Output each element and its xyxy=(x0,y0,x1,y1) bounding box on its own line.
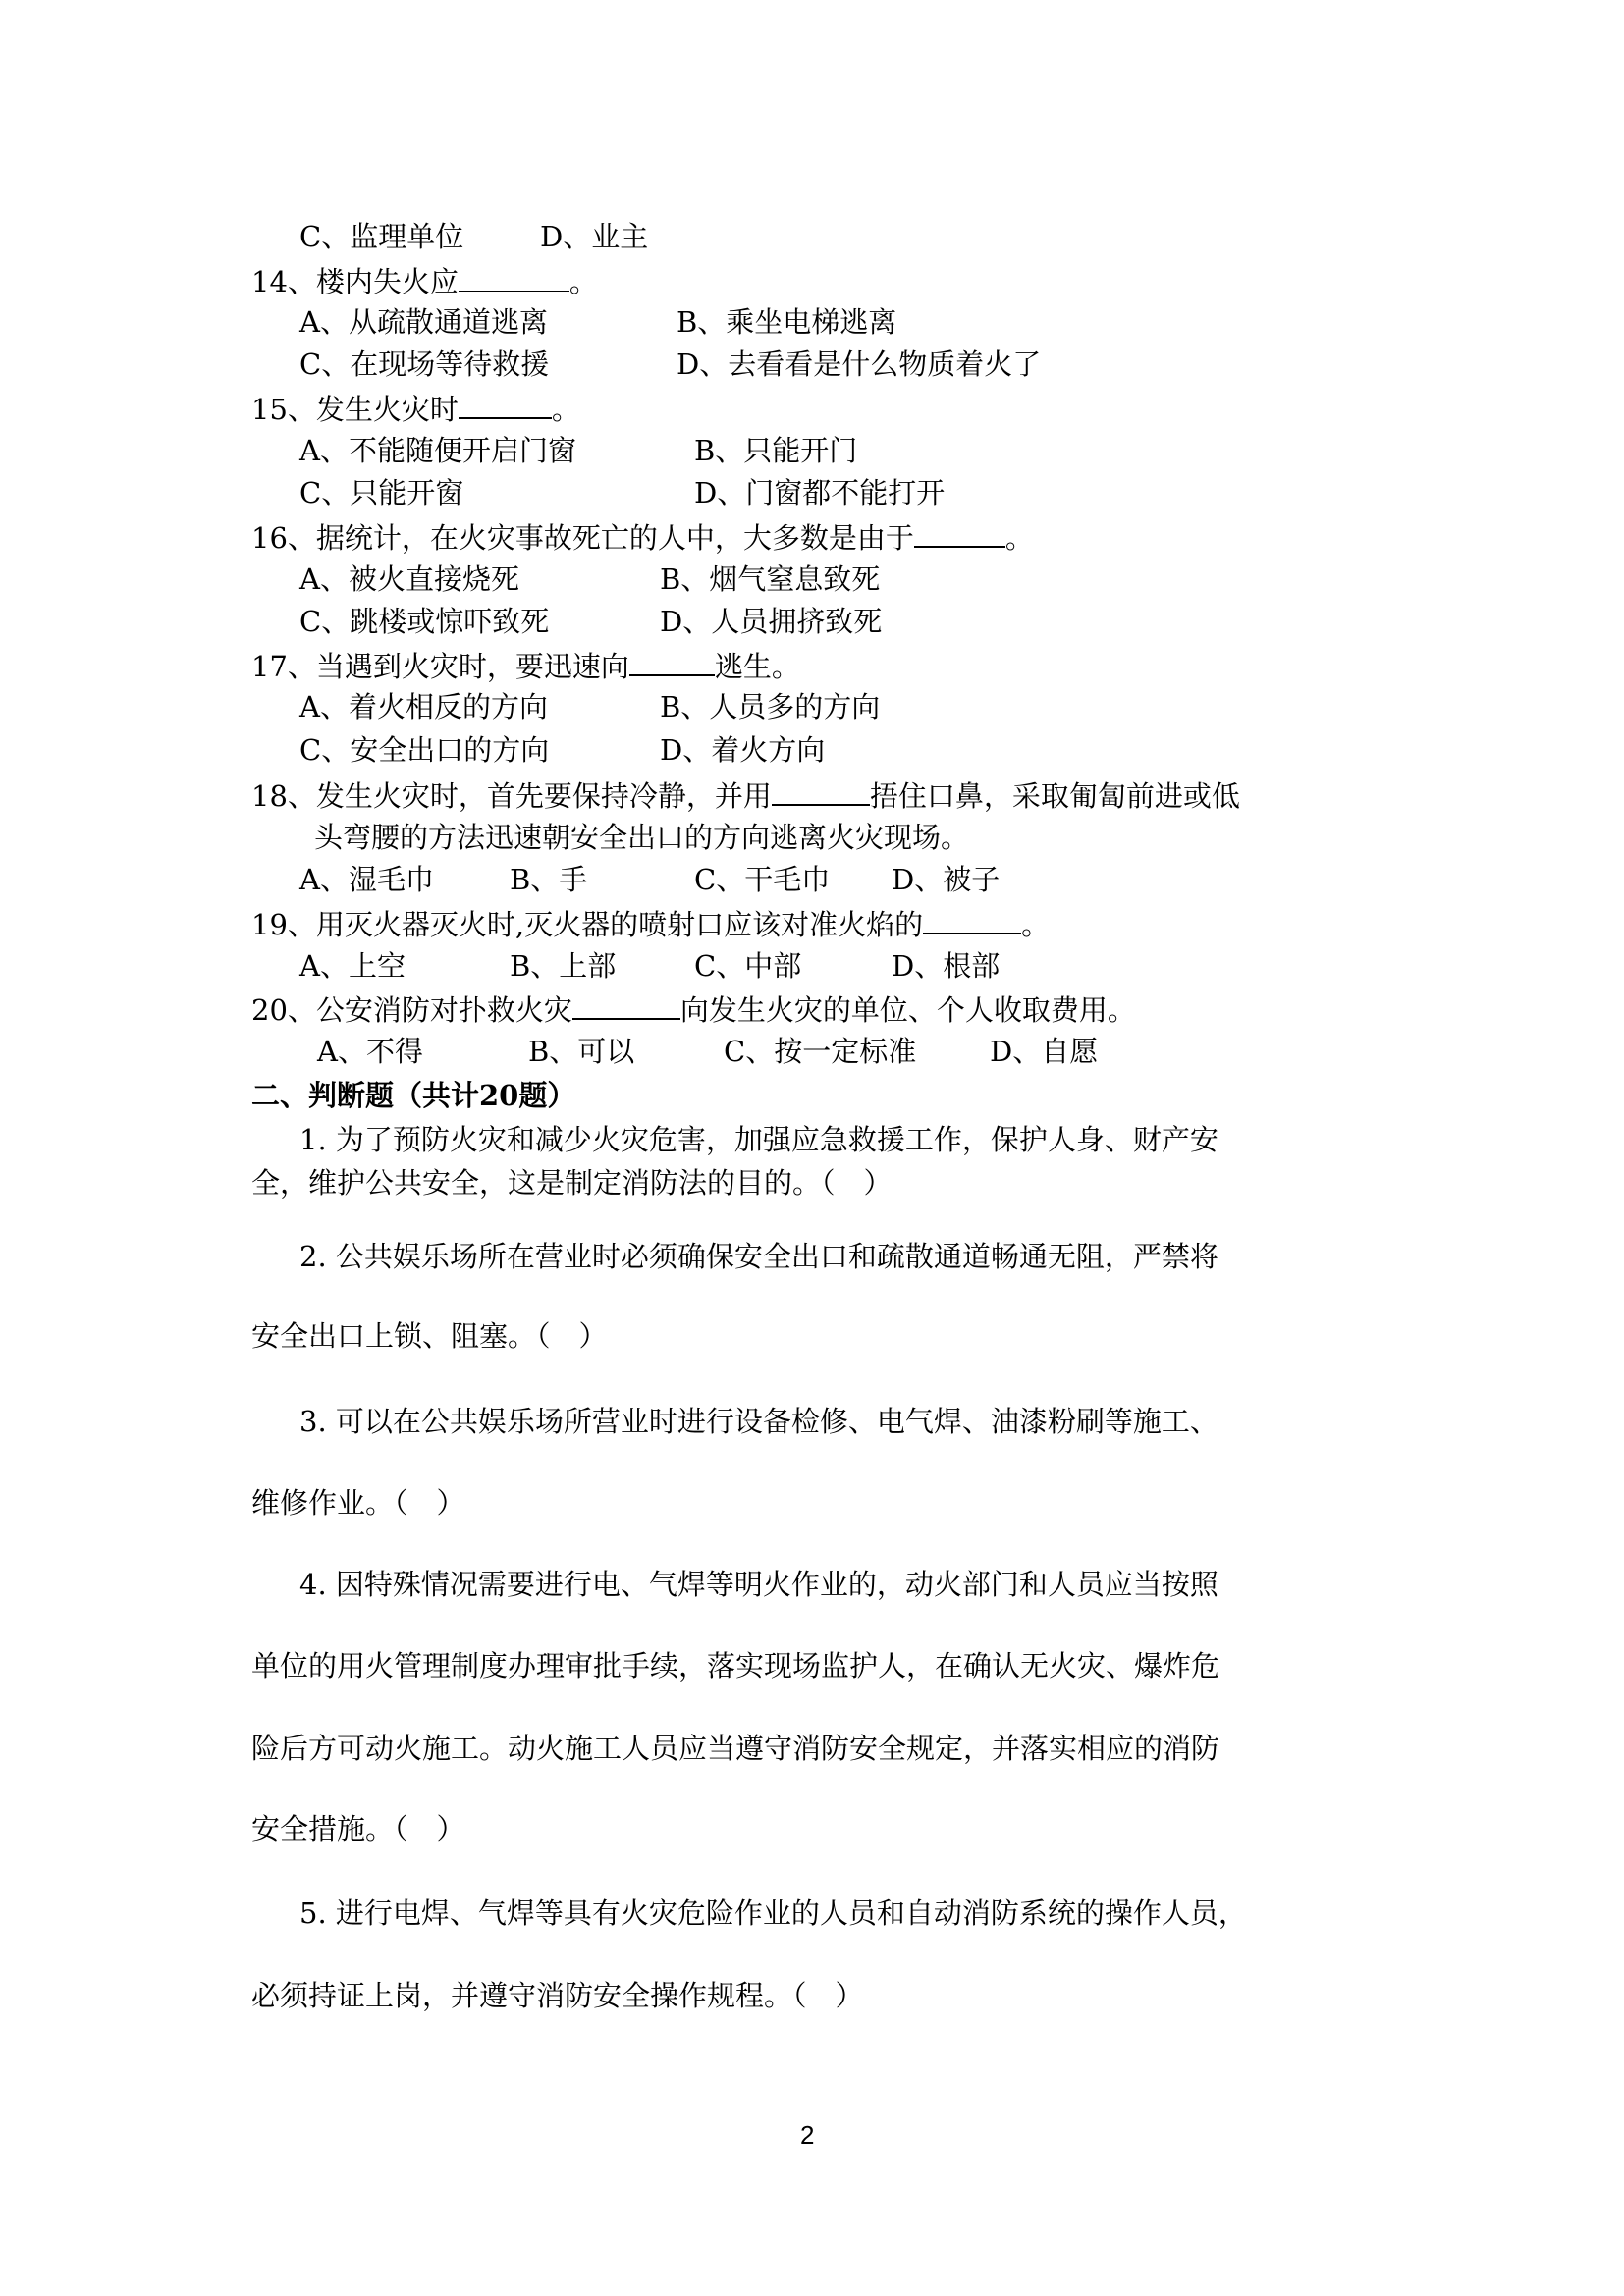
q17-option-c: C、安全出口的方向 xyxy=(299,733,550,767)
q18-option-a: A、湿毛巾 xyxy=(299,863,434,896)
q15-option-c: C、只能开窗 xyxy=(299,476,464,509)
question-14 xyxy=(251,261,598,300)
q14-option-a: A、从疏散通道逃离 xyxy=(299,305,548,339)
question-stem: 20、公安消防对扑救火灾 xyxy=(251,993,572,1027)
question-stem: 19、用灭火器灭火时,灭火器的喷射口应该对准火焰的 xyxy=(251,908,924,941)
q17-option-a: A、着火相反的方向 xyxy=(299,690,548,723)
q16-option-b: B、烟气窒息致死 xyxy=(660,562,881,596)
q18-option-d: D、被子 xyxy=(892,863,1001,896)
judgment-1-line-1: 1. 为了预防火灾和减少火灾危害，加强应急救援工作，保护人身、财产安 xyxy=(299,1123,1218,1156)
question-stem: 18、发生火灾时，首先要保持冷静，并用 xyxy=(251,779,772,813)
q20-option-b: B、可以 xyxy=(528,1035,635,1068)
judgment-2-line-1: 2. 公共娱乐场所在营业时必须确保安全出口和疏散通道畅通无阻，严禁将 xyxy=(299,1240,1218,1273)
judgment-2-line-2: 安全出口上锁、阻塞。（ ） xyxy=(251,1319,608,1353)
question-stem: 15、发生火灾时 xyxy=(251,393,459,426)
question-stem-end: 逃生。 xyxy=(714,650,800,683)
q14-option-c: C、在现场等待救援 xyxy=(299,347,550,381)
q13-option-d: D、业主 xyxy=(540,220,649,253)
q17-option-b: B、人员多的方向 xyxy=(660,690,881,723)
question-stem: 14、楼内失火应 xyxy=(251,265,459,298)
question-stem-end: 向发生火灾的单位、个人收取费用。 xyxy=(679,993,1136,1027)
q19-option-d: D、根部 xyxy=(892,949,1001,983)
question-17 xyxy=(251,645,800,684)
judgment-4-line-1: 4. 因特殊情况需要进行电、气焊等明火作业的，动火部门和人员应当按照 xyxy=(299,1568,1218,1601)
question-stem-end: 捂住口鼻，采取匍匐前进或低 xyxy=(869,779,1240,813)
q20-option-d: D、自愿 xyxy=(990,1035,1099,1068)
q13-option-c: C、监理单位 xyxy=(299,220,464,253)
page-number: 2 xyxy=(800,2120,815,2150)
q14-option-d: D、去看看是什么物质着火了 xyxy=(677,347,1042,381)
judgment-1-line-2: 全，维护公共安全，这是制定消防法的目的。（ ） xyxy=(251,1166,893,1200)
answer-blank xyxy=(772,774,870,806)
question-16 xyxy=(251,516,1034,556)
q16-option-c: C、跳楼或惊吓致死 xyxy=(299,605,550,638)
question-18 xyxy=(251,774,1240,814)
q18-option-b: B、手 xyxy=(510,863,588,896)
q19-option-b: B、上部 xyxy=(510,949,617,983)
question-15 xyxy=(251,388,580,427)
answer-blank xyxy=(914,516,1005,548)
q20-option-c: C、按一定标准 xyxy=(724,1035,917,1068)
question-stem-end: 。 xyxy=(568,265,598,298)
q19-option-c: C、中部 xyxy=(694,949,802,983)
judgment-4-line-3: 险后方可动火施工。动火施工人员应当遵守消防安全规定，并落实相应的消防 xyxy=(251,1732,1220,1765)
q16-option-d: D、人员拥挤致死 xyxy=(660,605,883,638)
question-stem: 16、据统计，在火灾事故死亡的人中，大多数是由于 xyxy=(251,521,914,555)
question-stem-end: 。 xyxy=(1021,908,1051,941)
question-18-continuation: 头弯腰的方法迅速朝安全出口的方向逃离火灾现场。 xyxy=(314,821,970,854)
question-19 xyxy=(251,903,1050,942)
judgment-3-line-2: 维修作业。（ ） xyxy=(251,1486,465,1520)
q20-option-a: A、不得 xyxy=(317,1035,423,1068)
answer-blank xyxy=(629,645,715,676)
answer-blank xyxy=(923,903,1021,934)
judgment-5-line-2: 必须持证上岗，并遵守消防安全操作规程。（ ） xyxy=(251,1979,864,2012)
q15-option-d: D、门窗都不能打开 xyxy=(694,476,946,509)
judgment-4-line-4: 安全措施。（ ） xyxy=(251,1812,465,1845)
q17-option-d: D、着火方向 xyxy=(660,733,826,767)
question-20 xyxy=(251,988,1136,1028)
question-stem-end: 。 xyxy=(551,393,580,426)
answer-blank xyxy=(459,261,569,292)
judgment-3-line-1: 3. 可以在公共娱乐场所营业时进行设备检修、电气焊、油漆粉刷等施工、 xyxy=(299,1405,1218,1438)
q18-option-c: C、干毛巾 xyxy=(694,863,831,896)
q16-option-a: A、被火直接烧死 xyxy=(299,562,519,596)
q14-option-b: B、乘坐电梯逃离 xyxy=(677,305,897,339)
q15-option-a: A、不能随便开启门窗 xyxy=(299,434,576,467)
answer-blank xyxy=(572,988,680,1020)
q19-option-a: A、上空 xyxy=(299,949,406,983)
answer-blank xyxy=(459,388,552,419)
q15-option-b: B、只能开门 xyxy=(694,434,858,467)
section-heading: 二、判断题（共计20题） xyxy=(251,1079,576,1112)
question-stem-end: 。 xyxy=(1004,521,1034,555)
judgment-5-line-1: 5. 进行电焊、气焊等具有火灾危险作业的人员和自动消防系统的操作人员， xyxy=(299,1896,1247,1930)
judgment-4-line-2: 单位的用火管理制度办理审批手续，落实现场监护人，在确认无火灾、爆炸危 xyxy=(251,1649,1220,1682)
question-stem: 17、当遇到火灾时，要迅速向 xyxy=(251,650,629,683)
